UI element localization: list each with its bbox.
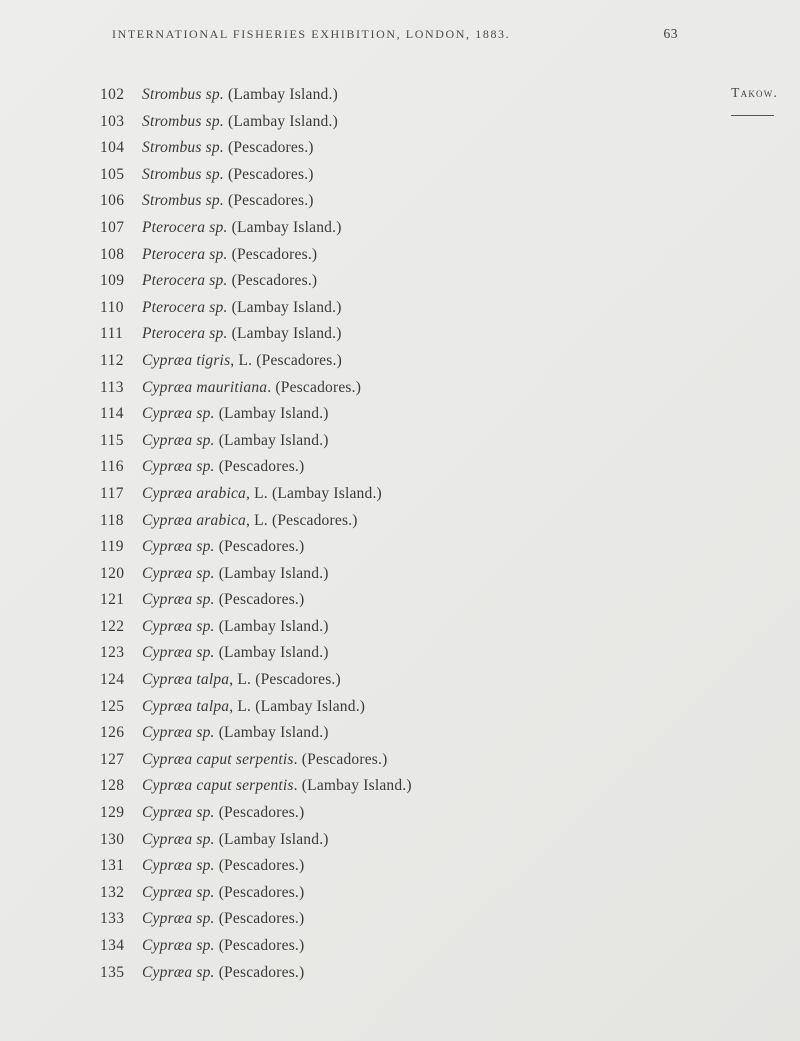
entry-locality: (Lambay Island.) xyxy=(214,830,329,848)
list-item xyxy=(100,933,800,960)
species-name: Cypræa sp. xyxy=(142,857,215,875)
list-item xyxy=(100,667,800,694)
list-item xyxy=(100,188,800,215)
entry-number: 103 xyxy=(100,112,125,130)
species-name: Cypræa caput serpentis xyxy=(142,750,294,768)
page-header xyxy=(0,26,800,42)
list-item xyxy=(100,375,800,402)
list-item xyxy=(100,720,800,747)
species-name: Cypræa sp. xyxy=(142,883,215,901)
list-item xyxy=(100,295,800,322)
entry-number: 116 xyxy=(100,458,124,476)
entry-locality: (Lambay Island.) xyxy=(214,617,329,635)
entry-number: 117 xyxy=(100,484,124,502)
entry-locality: (Pescadores.) xyxy=(214,937,305,954)
species-name: Cypræa sp. xyxy=(142,431,215,449)
list-item xyxy=(100,906,800,933)
list-item xyxy=(100,348,800,375)
species-name: Pterocera sp. xyxy=(142,272,228,290)
species-name: Pterocera sp. xyxy=(142,298,228,316)
entry-number: 109 xyxy=(100,272,125,290)
entry-locality: (Lambay Island.) xyxy=(214,405,329,423)
entry-number: 114 xyxy=(100,405,124,423)
species-name: Strombus sp. xyxy=(142,192,224,210)
entry-locality: , L. (Pescadores.) xyxy=(245,511,358,529)
list-item xyxy=(100,694,800,721)
entry-number: 125 xyxy=(100,697,125,715)
entry-number: 128 xyxy=(100,777,125,795)
species-name: Cypræa sp. xyxy=(142,458,215,476)
entry-number: 120 xyxy=(100,564,125,582)
list-item xyxy=(100,640,800,667)
species-name: Cypræa sp. xyxy=(142,617,215,635)
list-item xyxy=(100,800,800,827)
entry-locality: (Pescadores.) xyxy=(223,165,314,183)
margin-note-rule xyxy=(731,115,774,116)
entry-locality: (Pescadores.) xyxy=(227,272,318,290)
entry-locality: (Pescadores.) xyxy=(214,538,305,556)
species-name: Cypræa sp. xyxy=(142,724,215,742)
entry-locality: (Pescadores.) xyxy=(214,804,305,822)
list-item xyxy=(100,401,800,428)
entry-number: 134 xyxy=(100,937,125,954)
species-name: Cypræa talpa xyxy=(142,697,230,715)
entry-number: 129 xyxy=(100,804,125,822)
entry-number: 127 xyxy=(100,750,125,768)
entry-number: 121 xyxy=(100,591,125,609)
page-number: 63 xyxy=(663,26,678,41)
species-name: Strombus sp. xyxy=(142,139,224,157)
species-name: Pterocera sp. xyxy=(142,218,228,236)
list-item xyxy=(100,747,800,774)
species-name: Cypræa tigris xyxy=(142,351,231,369)
entry-locality: (Pescadores.) xyxy=(214,458,305,476)
entry-locality: (Pescadores.) xyxy=(214,963,305,981)
entry-number: 107 xyxy=(100,218,125,236)
species-name: Cypræa sp. xyxy=(142,644,215,662)
species-name: Strombus sp. xyxy=(142,86,224,103)
list-item xyxy=(100,82,800,109)
entry-locality: , L. (Pescadores.) xyxy=(230,351,342,369)
entry-locality: (Pescadores.) xyxy=(227,245,318,263)
entry-number: 115 xyxy=(100,431,124,449)
entry-number: 135 xyxy=(100,963,125,981)
entry-locality: . (Pescadores.) xyxy=(293,750,388,768)
entry-locality: (Pescadores.) xyxy=(214,857,305,875)
species-name: Strombus sp. xyxy=(142,165,224,183)
entry-locality: (Lambay Island.) xyxy=(223,86,338,103)
entry-number: 124 xyxy=(100,671,125,689)
species-name: Cypræa sp. xyxy=(142,405,215,423)
species-name: Strombus sp. xyxy=(142,112,224,130)
list-item xyxy=(100,587,800,614)
species-name: Cypræa sp. xyxy=(142,591,215,609)
entry-locality: (Pescadores.) xyxy=(214,883,305,901)
list-item xyxy=(100,428,800,455)
list-item xyxy=(100,242,800,269)
entry-locality: (Pescadores.) xyxy=(223,139,314,157)
entry-locality: . (Pescadores.) xyxy=(267,378,362,396)
entry-locality: (Lambay Island.) xyxy=(214,431,329,449)
entry-number: 112 xyxy=(100,351,124,369)
entry-number: 110 xyxy=(100,298,124,316)
entry-number: 104 xyxy=(100,139,125,157)
entry-number: 130 xyxy=(100,830,125,848)
species-name: Cypræa mauritiana xyxy=(142,378,268,396)
list-item xyxy=(100,827,800,854)
entry-number: 119 xyxy=(100,538,124,556)
entry-locality: , L. (Pescadores.) xyxy=(229,671,341,689)
entry-locality: (Lambay Island.) xyxy=(227,218,342,236)
species-name: Cypræa sp. xyxy=(142,910,215,928)
entry-locality: (Pescadores.) xyxy=(214,591,305,609)
entry-number: 133 xyxy=(100,910,125,928)
species-name: Pterocera sp. xyxy=(142,325,228,343)
species-name: Pterocera sp. xyxy=(142,245,228,263)
species-name: Cypræa sp. xyxy=(142,564,215,582)
entry-locality: (Lambay Island.) xyxy=(223,112,338,130)
list-item xyxy=(100,268,800,295)
species-name: Cypræa talpa xyxy=(142,671,230,689)
entry-number: 106 xyxy=(100,192,125,210)
entry-number: 118 xyxy=(100,511,124,529)
list-item xyxy=(100,561,800,588)
entry-locality: , L. (Lambay Island.) xyxy=(229,697,366,715)
list-item xyxy=(100,853,800,880)
species-name: Cypræa sp. xyxy=(142,538,215,556)
entry-number: 126 xyxy=(100,724,125,742)
running-title: INTERNATIONAL FISHERIES EXHIBITION, LONDON, 1883. xyxy=(112,27,511,41)
species-name: Cypræa sp. xyxy=(142,804,215,822)
list-item xyxy=(100,454,800,481)
entry-number: 105 xyxy=(100,165,125,183)
species-name: Cypræa sp. xyxy=(142,963,215,981)
margin-note-text: Takow. xyxy=(731,85,778,100)
list-item xyxy=(100,321,800,348)
list-item xyxy=(100,508,800,535)
entry-locality: (Lambay Island.) xyxy=(214,564,329,582)
list-item xyxy=(100,162,800,189)
entry-locality: (Pescadores.) xyxy=(214,910,305,928)
entry-locality: (Lambay Island.) xyxy=(214,724,329,742)
list-item xyxy=(100,960,800,987)
list-item xyxy=(100,773,800,800)
list-item xyxy=(100,109,800,136)
entry-locality: (Lambay Island.) xyxy=(227,325,342,343)
entry-locality: (Pescadores.) xyxy=(223,192,314,210)
entry-locality: , L. (Lambay Island.) xyxy=(245,484,382,502)
species-name: Cypræa arabica xyxy=(142,484,246,502)
entry-number: 111 xyxy=(100,325,124,343)
list-item xyxy=(100,614,800,641)
species-name: Cypræa caput serpentis xyxy=(142,777,294,795)
entry-locality: . (Lambay Island.) xyxy=(293,777,412,795)
species-name: Cypræa sp. xyxy=(142,937,215,954)
entry-number: 123 xyxy=(100,644,125,662)
list-item xyxy=(100,880,800,907)
entry-number: 113 xyxy=(100,378,124,396)
specimen-list xyxy=(0,82,800,986)
entry-number: 102 xyxy=(100,86,125,103)
list-item xyxy=(100,481,800,508)
entry-number: 131 xyxy=(100,857,125,875)
list-item xyxy=(100,215,800,242)
entry-number: 122 xyxy=(100,617,125,635)
entry-number: 132 xyxy=(100,883,125,901)
list-item xyxy=(100,534,800,561)
margin-note xyxy=(731,84,778,116)
entry-locality: (Lambay Island.) xyxy=(227,298,342,316)
species-name: Cypræa arabica xyxy=(142,511,246,529)
list-item xyxy=(100,135,800,162)
species-name: Cypræa sp. xyxy=(142,830,215,848)
entry-locality: (Lambay Island.) xyxy=(214,644,329,662)
entry-number: 108 xyxy=(100,245,125,263)
